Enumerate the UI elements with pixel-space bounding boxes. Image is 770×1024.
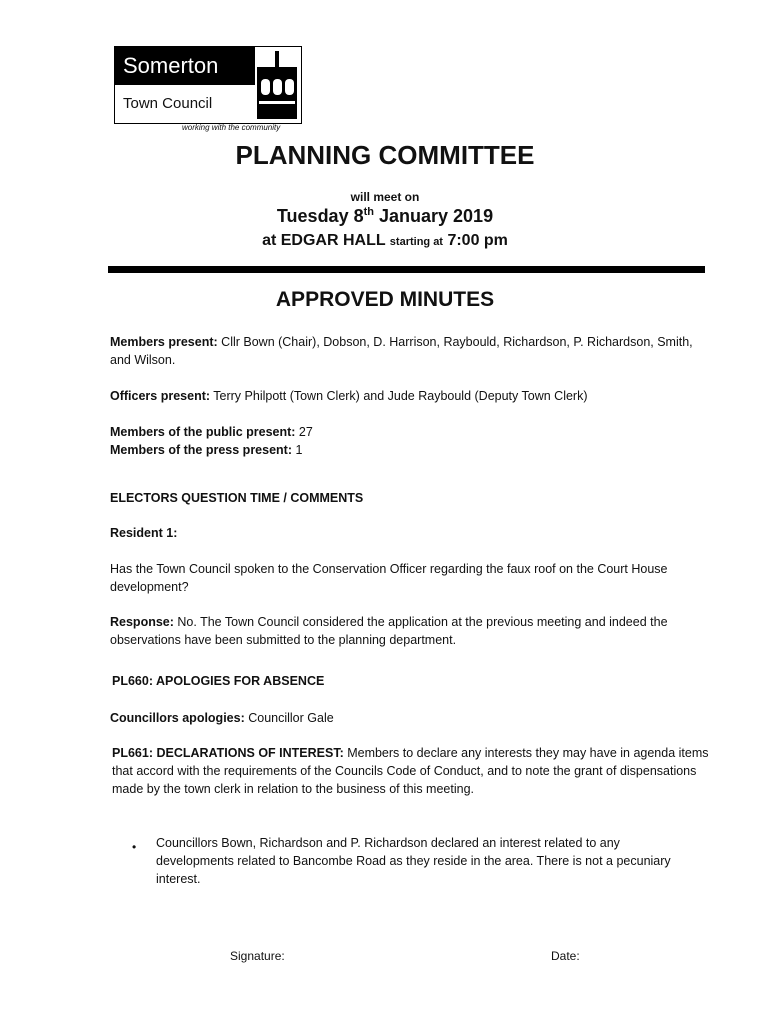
members-present: Members present: Cllr Bown (Chair), Dobson, D. Harrison, Raybould, Richardson, P. Richardson, Smith, and Wilson. xyxy=(110,335,693,367)
pl660-heading: PL660: APOLOGIES FOR ABSENCE xyxy=(112,674,325,688)
electors-heading: ELECTORS QUESTION TIME / COMMENTS xyxy=(110,491,364,505)
councillor-apologies: Councillors apologies: Councillor Gale xyxy=(110,711,334,725)
bullet-symbol: • xyxy=(132,840,137,854)
signature-label: Signature: xyxy=(230,949,285,963)
meeting-date: Tuesday 8th January 2019 xyxy=(276,206,494,226)
hall-icon xyxy=(255,49,299,121)
council-logo xyxy=(114,46,302,124)
resident-heading: Resident 1: xyxy=(110,526,178,540)
date-label: Date: xyxy=(551,949,580,963)
public-present: Members of the public present: 27 xyxy=(110,425,313,439)
resident-question: Has the Town Council spoken to the Conservation Officer regarding the faux roof on the Court House development? xyxy=(110,562,668,594)
logo-tagline: working with the community xyxy=(182,123,281,132)
divider xyxy=(108,266,705,273)
logo-top-text: Somerton xyxy=(115,47,255,85)
response: Response: No. The Town Council considered the application at the previous meeting and indeed the observations have been submitted to the planning department. xyxy=(110,615,668,647)
page-title: PLANNING COMMITTEE xyxy=(235,140,535,170)
officers-present: Officers present: Terry Philpott (Town Clerk) and Jude Raybould (Deputy Town Clerk) xyxy=(110,389,588,403)
meeting-venue: at EDGAR HALL starting at 7:00 pm xyxy=(262,232,508,249)
declaration-bullet: Councillors Bown, Richardson and P. Richardson declared an interest related to any developments related to Bancombe Road as they reside in the area. There is not a pecuniary interest. xyxy=(156,836,671,886)
press-present: Members of the press present: 1 xyxy=(110,443,303,457)
pl661-declarations: PL661: DECLARATIONS OF INTEREST: Members to declare any interests they may have in agenda items that accord with the requirements of the Councils Code of Conduct, and to note the grant of dispensations made by the town clerk in relation to the business of this meeting. xyxy=(112,746,709,796)
minutes-title: APPROVED MINUTES xyxy=(275,288,495,311)
will-meet-text: will meet on xyxy=(350,190,420,204)
logo-bottom-text: Town Council xyxy=(123,95,213,112)
